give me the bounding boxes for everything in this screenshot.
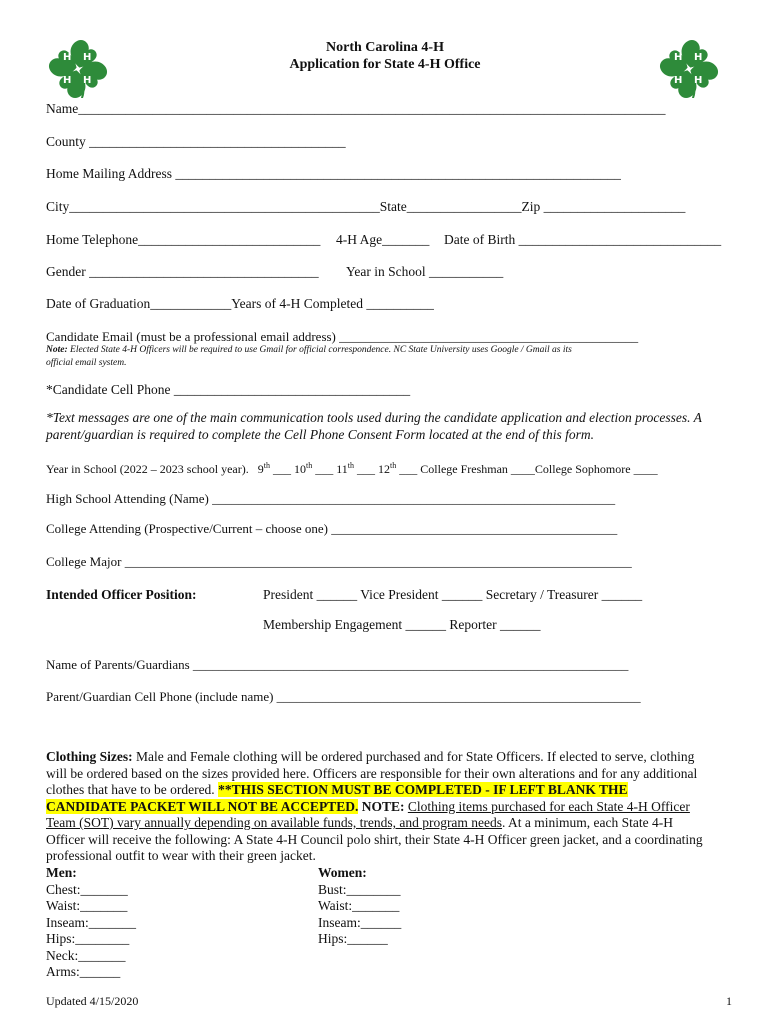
svg-text:H: H xyxy=(694,52,703,63)
county-field[interactable]: County ______________________________________ xyxy=(46,134,346,149)
women-hips-field[interactable]: Hips:______ xyxy=(318,931,388,946)
clothing-sizes-paragraph xyxy=(46,749,711,865)
grade-10-option[interactable]: 10th ___ xyxy=(294,461,337,476)
school-year-row xyxy=(46,461,658,477)
men-heading: Men: xyxy=(46,865,77,880)
college-year-options[interactable]: College Freshman ____College Sophomore ____ xyxy=(420,462,658,476)
updated-date: Updated 4/15/2020 xyxy=(46,994,139,1008)
four-leaf-clover-logo-left xyxy=(47,38,109,100)
text-notice-line2: parent/guardian is required to complete the Cell Phone Consent Form located at the end of this form. xyxy=(46,427,595,442)
email-note xyxy=(46,344,572,357)
officer-position-label: Intended Officer Position: xyxy=(46,587,197,602)
text-notice-line1: *Text messages are one of the main communication tools used during the candidate application and election processes. A xyxy=(46,410,702,425)
women-heading: Women: xyxy=(318,865,367,880)
svg-text:H: H xyxy=(694,75,703,86)
email-field[interactable]: Candidate Email (must be a professional email address) ______________________________________________ xyxy=(46,329,639,344)
clothing-heading: Clothing Sizes: xyxy=(46,749,133,764)
svg-text:H: H xyxy=(674,52,683,63)
men-sizes xyxy=(46,865,136,981)
four-leaf-clover-logo-right xyxy=(658,38,720,100)
clothing-note-label: NOTE: xyxy=(358,798,405,814)
svg-text:H: H xyxy=(674,75,683,86)
email-note-line1: Elected State 4-H Officers will be required to use Gmail for official correspondence. NC State University uses Google / Gmail as its xyxy=(67,345,572,355)
home-telephone-field[interactable]: Home Telephone___________________________ xyxy=(46,232,321,247)
graduation-years-field[interactable]: Date of Graduation____________Years of 4-H Completed __________ xyxy=(46,296,434,311)
year-in-school-field[interactable]: Year in School ___________ xyxy=(346,264,504,279)
name-field[interactable]: Name_______________________________________________________________________________________ xyxy=(46,101,666,116)
home-address-field[interactable]: Home Mailing Address __________________________________________________________________ xyxy=(46,166,621,181)
college-attending-field[interactable]: College Attending (Prospective/Current – choose one) ____________________________________________ xyxy=(46,521,618,536)
men-inseam-field[interactable]: Inseam:_______ xyxy=(46,914,136,930)
officer-position-options-row2[interactable]: Membership Engagement ______ Reporter ______ xyxy=(263,617,541,632)
gender-field[interactable]: Gender __________________________________ xyxy=(46,264,319,279)
svg-text:H: H xyxy=(83,75,92,86)
cell-phone-field[interactable]: *Candidate Cell Phone ___________________________________ xyxy=(46,382,411,397)
title-line-1: North Carolina 4-H xyxy=(326,40,444,55)
officer-position-options-row1[interactable]: President ______ Vice President ______ Secretary / Treasurer ______ xyxy=(263,587,643,602)
clothing-note-underlined: Clothing items purchased for each State 4-H Officer Team (SOT) vary annually depending on available funds, trends, and program needs xyxy=(46,798,690,830)
email-note-label: Note: xyxy=(46,345,68,355)
email-note-line2: official email system. xyxy=(46,358,127,368)
clothing-text-1: Male and Female clothing will be ordered purchased and for State Officers. If elected to serve, clothing will be ordered based on the sizes provided here. Officers are responsible for their own alterations and for any additional clothes that have to be ordered. xyxy=(46,749,698,797)
men-neck-field[interactable]: Neck:_______ xyxy=(46,947,126,963)
city-state-zip-field[interactable]: City______________________________________________State_________________Zip _____________________ xyxy=(46,199,686,214)
men-hips-field[interactable]: Hips:________ xyxy=(46,931,130,946)
age-field[interactable]: 4-H Age_______ xyxy=(336,232,430,247)
men-arms-field[interactable]: Arms:______ xyxy=(46,964,121,979)
clothing-text-2: . At a minimum, each State 4-H Officer will receive the following: A State 4-H Council polo shirt, their State 4-H Officer green jacket, and a coordinating professional outfit to wear with their green jacket. xyxy=(46,815,703,863)
parents-field[interactable]: Name of Parents/Guardians ___________________________________________________________________ xyxy=(46,657,629,672)
college-major-field[interactable]: College Major ______________________________________________________________________________ xyxy=(46,554,632,569)
required-highlight: **THIS SECTION MUST BE COMPLETED - IF LEFT BLANK THE CANDIDATE PACKET WILL NOT BE ACCEPTED. xyxy=(46,782,628,814)
school-year-label: Year in School (2022 – 2023 school year). xyxy=(46,462,249,476)
women-inseam-field[interactable]: Inseam:______ xyxy=(318,914,402,930)
grade-12-option[interactable]: 12th ___ xyxy=(378,461,421,476)
svg-text:H: H xyxy=(63,52,72,63)
title-line-2: Application for State 4-H Office xyxy=(289,57,481,72)
men-chest-field[interactable]: Chest:_______ xyxy=(46,881,128,897)
grade-11-option[interactable]: 11th ___ xyxy=(336,461,379,476)
women-sizes xyxy=(318,865,401,948)
parent-phone-field[interactable]: Parent/Guardian Cell Phone (include name) ________________________________________________________ xyxy=(46,689,641,704)
page-number: 1 xyxy=(726,994,732,1008)
svg-text:H: H xyxy=(83,52,92,63)
date-of-birth-field[interactable]: Date of Birth ______________________________ xyxy=(444,232,722,247)
women-waist-field[interactable]: Waist:_______ xyxy=(318,898,400,913)
svg-text:H: H xyxy=(63,75,72,86)
high-school-field[interactable]: High School Attending (Name) ______________________________________________________________ xyxy=(46,491,616,506)
men-waist-field[interactable]: Waist:_______ xyxy=(46,898,128,913)
grade-9-option[interactable]: 9th ___ xyxy=(257,461,294,476)
women-bust-field[interactable]: Bust:________ xyxy=(318,881,401,897)
